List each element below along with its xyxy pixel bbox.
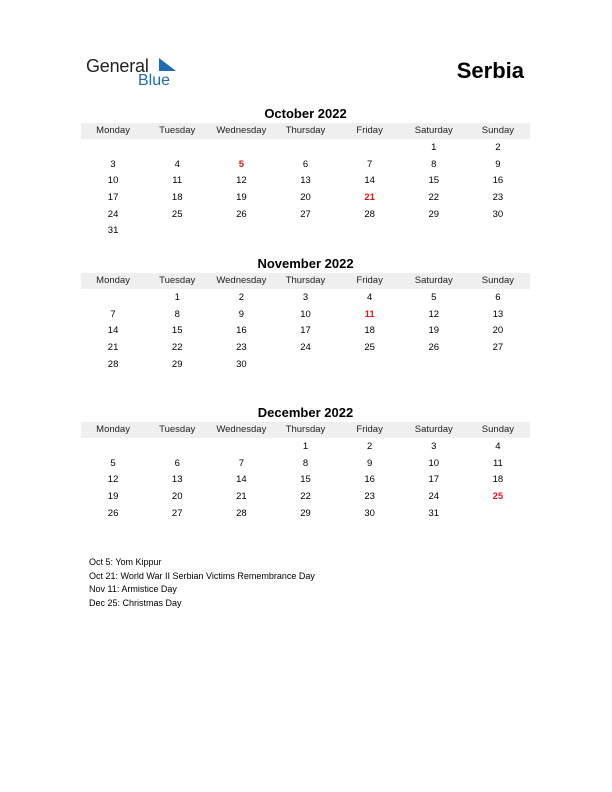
day-cell: 7: [366, 158, 373, 170]
day-cell: 6: [174, 457, 180, 469]
holiday-day-cell: 21: [364, 192, 375, 204]
week-row: [81, 207, 530, 224]
weekday-label: Sunday: [481, 424, 515, 435]
weekday-label: Thursday: [285, 275, 326, 286]
day-cell: 9: [366, 457, 373, 469]
day-cell: 18: [364, 325, 375, 337]
holiday-day-cell: 11: [364, 308, 375, 320]
weekday-label: Thursday: [285, 424, 326, 435]
day-cell: 29: [428, 208, 440, 220]
month-block: [81, 106, 530, 240]
day-cell: 24: [300, 342, 311, 354]
day-cell: 28: [107, 358, 119, 370]
day-cell: [273, 223, 337, 240]
week-row: [81, 489, 530, 506]
day-cell: [145, 439, 209, 456]
weekday-label: Sunday: [481, 275, 515, 286]
day-cell: 27: [171, 507, 183, 519]
day-cell: 19: [236, 192, 247, 204]
day-cell: 10: [300, 308, 311, 320]
month-title: October 2022: [264, 106, 347, 121]
holiday-note: Oct 5: Yom Kippur: [89, 557, 162, 567]
weekday-label: Tuesday: [159, 125, 196, 136]
day-cell: [81, 439, 145, 456]
day-cell: 29: [300, 507, 311, 519]
day-cell: [402, 223, 466, 240]
day-cell: 31: [428, 507, 440, 519]
day-cell: 27: [492, 342, 504, 354]
holiday-note: Dec 25: Christmas Day: [89, 597, 182, 608]
day-cell: 29: [171, 358, 183, 370]
day-cell: 16: [492, 175, 504, 187]
day-cell: [402, 357, 466, 374]
holiday-note: Oct 21: World War II Serbian Victims Remembrance Day: [89, 570, 315, 581]
day-cell: 4: [495, 441, 501, 452]
day-cell: 30: [364, 507, 375, 519]
day-cell: 25: [364, 342, 375, 354]
week-row: [81, 323, 530, 340]
weekday-label: Thursday: [285, 125, 326, 136]
day-cell: 23: [492, 192, 504, 204]
day-cell: [273, 140, 337, 157]
weekday-label: Friday: [356, 125, 383, 136]
day-cell: [209, 140, 273, 157]
day-cell: 21: [107, 342, 119, 354]
day-cell: 4: [174, 158, 180, 170]
month-title: November 2022: [257, 256, 354, 271]
day-cell: 20: [300, 192, 311, 204]
logo-text-general: General: [86, 56, 149, 76]
day-cell: 25: [171, 208, 183, 220]
day-cell: 26: [428, 342, 440, 354]
day-cell: 22: [300, 491, 311, 503]
day-cell: 19: [428, 325, 440, 337]
day-cell: [338, 223, 402, 240]
day-cell: 26: [107, 507, 119, 519]
day-cell: 17: [300, 325, 311, 337]
day-cell: 28: [236, 507, 247, 519]
day-cell: 26: [236, 208, 247, 220]
day-cell: 3: [431, 441, 437, 452]
day-cell: 24: [107, 208, 119, 220]
month-block: [81, 256, 530, 373]
day-cell: [209, 439, 273, 456]
weekday-label: Wednesday: [216, 125, 267, 136]
weekday-label: Saturday: [414, 125, 453, 136]
day-cell: 8: [302, 457, 309, 469]
day-cell: 30: [236, 358, 247, 370]
day-cell: 20: [171, 491, 183, 503]
day-cell: 28: [364, 208, 375, 220]
day-cell: 20: [492, 325, 504, 337]
day-cell: 2: [238, 292, 244, 303]
day-cell: 22: [428, 192, 440, 204]
day-cell: [466, 506, 530, 523]
day-cell: 18: [171, 192, 183, 204]
day-cell: [145, 140, 209, 157]
day-cell: 6: [302, 158, 309, 170]
day-cell: 14: [364, 175, 375, 187]
day-cell: [209, 223, 273, 240]
week-row: [81, 439, 530, 456]
day-cell: 3: [110, 158, 116, 170]
day-cell: 12: [107, 474, 119, 486]
weekday-header: [81, 422, 530, 438]
logo-triangle-icon: [157, 58, 177, 72]
day-cell: [338, 140, 402, 157]
day-cell: 14: [107, 325, 119, 337]
day-cell: [273, 357, 337, 374]
day-cell: 15: [300, 474, 311, 486]
day-cell: 4: [366, 292, 373, 303]
holiday-note: Nov 11: Armistice Day: [89, 584, 177, 594]
day-cell: 2: [495, 142, 501, 153]
weekday-label: Wednesday: [216, 275, 267, 286]
logo: [86, 56, 186, 92]
weekday-label: Tuesday: [159, 275, 196, 286]
day-cell: 30: [492, 208, 504, 220]
country-title: Serbia: [456, 58, 524, 83]
day-cell: 23: [364, 491, 375, 503]
day-cell: [81, 290, 145, 307]
week-row: [81, 140, 530, 157]
day-cell: 2: [366, 441, 373, 452]
day-cell: 14: [236, 474, 247, 486]
week-row: [81, 357, 530, 374]
day-cell: 17: [107, 192, 119, 204]
day-cell: 9: [238, 308, 244, 320]
day-cell: 13: [300, 175, 311, 187]
week-row: [81, 307, 530, 324]
weekday-header: [81, 273, 530, 289]
day-cell: 21: [236, 491, 247, 503]
day-cell: 1: [302, 441, 309, 452]
day-cell: [81, 140, 145, 157]
weekday-label: Monday: [96, 125, 130, 136]
day-cell: 7: [110, 308, 116, 320]
week-row: [81, 506, 530, 523]
week-row: [81, 472, 530, 489]
holiday-day-cell: 25: [492, 491, 504, 503]
day-cell: 11: [492, 457, 503, 469]
week-row: [81, 173, 530, 190]
weekday-label: Friday: [356, 424, 383, 435]
day-cell: 15: [171, 325, 183, 337]
day-cell: 17: [428, 474, 440, 486]
day-cell: [145, 223, 209, 240]
day-cell: 10: [107, 175, 119, 187]
day-cell: 9: [495, 158, 501, 170]
weekday-header: [81, 123, 530, 139]
day-cell: 22: [171, 342, 183, 354]
day-cell: 27: [300, 208, 311, 220]
week-row: [81, 223, 530, 240]
day-cell: [466, 223, 530, 240]
day-cell: 8: [431, 158, 437, 170]
weekday-label: Friday: [356, 275, 383, 286]
day-cell: [466, 357, 530, 374]
day-cell: 16: [364, 474, 375, 486]
day-cell: 7: [238, 457, 244, 469]
day-cell: 3: [302, 292, 309, 303]
weekday-label: Wednesday: [216, 424, 267, 435]
weekday-label: Tuesday: [159, 424, 196, 435]
week-row: [81, 190, 530, 207]
week-row: [81, 456, 530, 473]
day-cell: 12: [428, 308, 440, 320]
day-cell: 23: [236, 342, 247, 354]
day-cell: [338, 357, 402, 374]
week-row: [81, 290, 530, 307]
holiday-day-cell: 5: [238, 158, 244, 170]
day-cell: 10: [428, 457, 440, 469]
day-cell: 19: [107, 491, 119, 503]
weekday-label: Monday: [96, 424, 130, 435]
day-cell: 18: [492, 474, 504, 486]
day-cell: 11: [172, 175, 183, 187]
week-row: [81, 340, 530, 357]
day-cell: 13: [171, 474, 183, 486]
month-title: December 2022: [257, 405, 354, 420]
day-cell: 8: [174, 308, 180, 320]
day-cell: 15: [428, 175, 440, 187]
day-cell: 31: [107, 225, 119, 237]
holiday-notes: [89, 556, 339, 610]
day-cell: 16: [236, 325, 247, 337]
day-cell: 24: [428, 491, 440, 503]
weekday-label: Saturday: [414, 424, 453, 435]
day-cell: 5: [110, 457, 116, 469]
day-cell: 13: [492, 308, 504, 320]
weekday-label: Saturday: [414, 275, 453, 286]
day-cell: 1: [431, 142, 437, 153]
weekday-label: Monday: [96, 275, 130, 286]
month-block: [81, 405, 530, 522]
day-cell: 1: [174, 292, 180, 303]
day-cell: 6: [495, 292, 501, 303]
logo-text-blue: Blue: [138, 72, 171, 89]
day-cell: 5: [431, 292, 437, 303]
weekday-label: Sunday: [481, 125, 515, 136]
week-row: [81, 157, 530, 174]
day-cell: 12: [236, 175, 247, 187]
